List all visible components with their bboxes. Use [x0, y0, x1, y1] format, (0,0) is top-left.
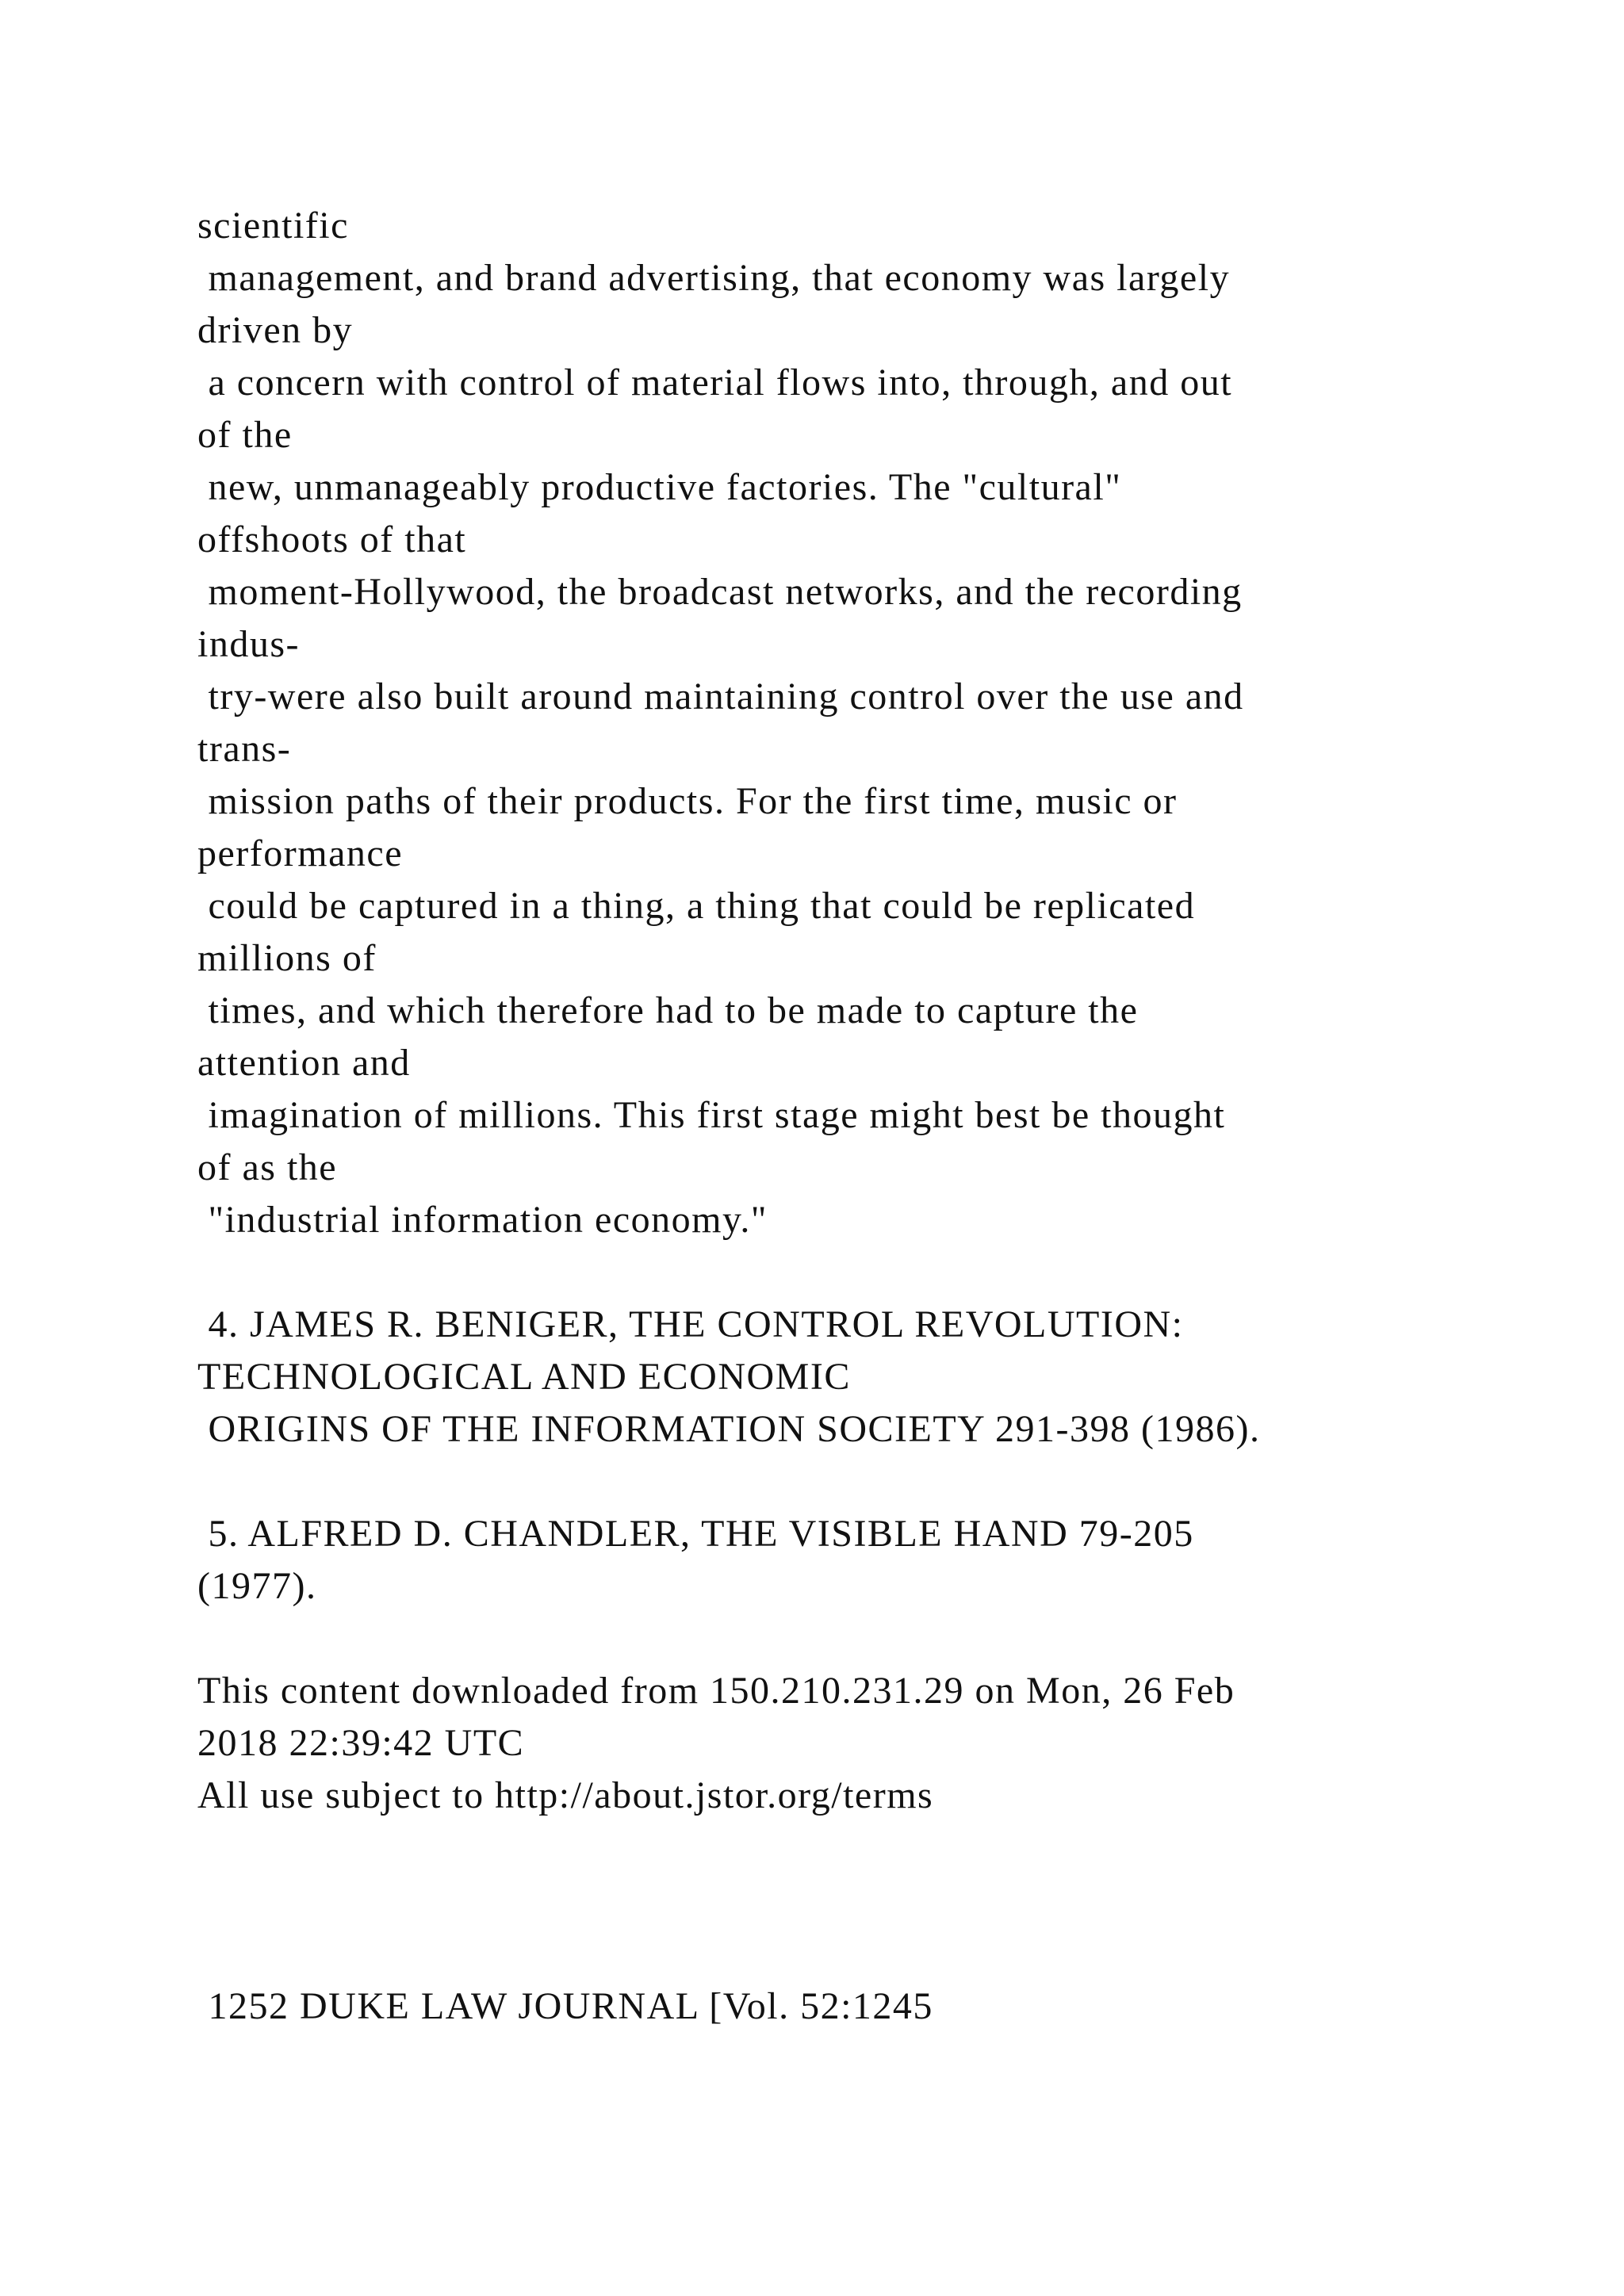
body-line: performance	[197, 832, 404, 874]
body-line: try-were also built around maintaining control over the use and	[197, 675, 1244, 718]
body-line: new, unmanageably productive factories. The "cultural"	[197, 466, 1122, 508]
body-line: times, and which therefore had to be made to capture the	[197, 989, 1139, 1031]
body-line: a concern with control of material flows into, through, and out	[197, 362, 1233, 404]
footnote-line: 4. JAMES R. BENIGER, THE CONTROL REVOLUTION:	[197, 1303, 1184, 1345]
body-line: millions of	[197, 937, 377, 979]
body-line: of the	[197, 414, 293, 456]
body-line: attention and	[197, 1042, 411, 1084]
body-line: indus-	[197, 623, 300, 665]
notice-line: 2018 22:39:42 UTC	[197, 1722, 525, 1764]
notice-line: This content downloaded from 150.210.231.29 on Mon, 26 Feb	[197, 1670, 1235, 1712]
footnote-line: (1977).	[197, 1565, 317, 1607]
body-line: driven by	[197, 309, 354, 351]
running-header: 1252 DUKE LAW JOURNAL [Vol. 52:1245	[197, 1985, 933, 2027]
footnote-line: 5. ALFRED D. CHANDLER, THE VISIBLE HAND 79-205	[197, 1513, 1194, 1555]
body-line: "industrial information economy."	[197, 1199, 768, 1241]
footnote-line: ORIGINS OF THE INFORMATION SOCIETY 291-398 (1986).	[197, 1408, 1261, 1450]
body-line: imagination of millions. This first stage might best be thought	[197, 1094, 1226, 1136]
body-line: mission paths of their products. For the first time, music or	[197, 780, 1178, 822]
body-line: management, and brand advertising, that economy was largely	[197, 257, 1231, 299]
body-line: offshoots of that	[197, 519, 467, 561]
terms-line: All use subject to http://about.jstor.org/terms	[197, 1774, 934, 1816]
body-line: trans-	[197, 728, 292, 770]
body-line: moment-Hollywood, the broadcast networks, and the recording	[197, 571, 1243, 613]
footnote-line: TECHNOLOGICAL AND ECONOMIC	[197, 1356, 851, 1398]
body-line: could be captured in a thing, a thing that could be replicated	[197, 885, 1196, 927]
body-line: of as the	[197, 1146, 338, 1188]
body-line: scientific	[197, 205, 349, 247]
